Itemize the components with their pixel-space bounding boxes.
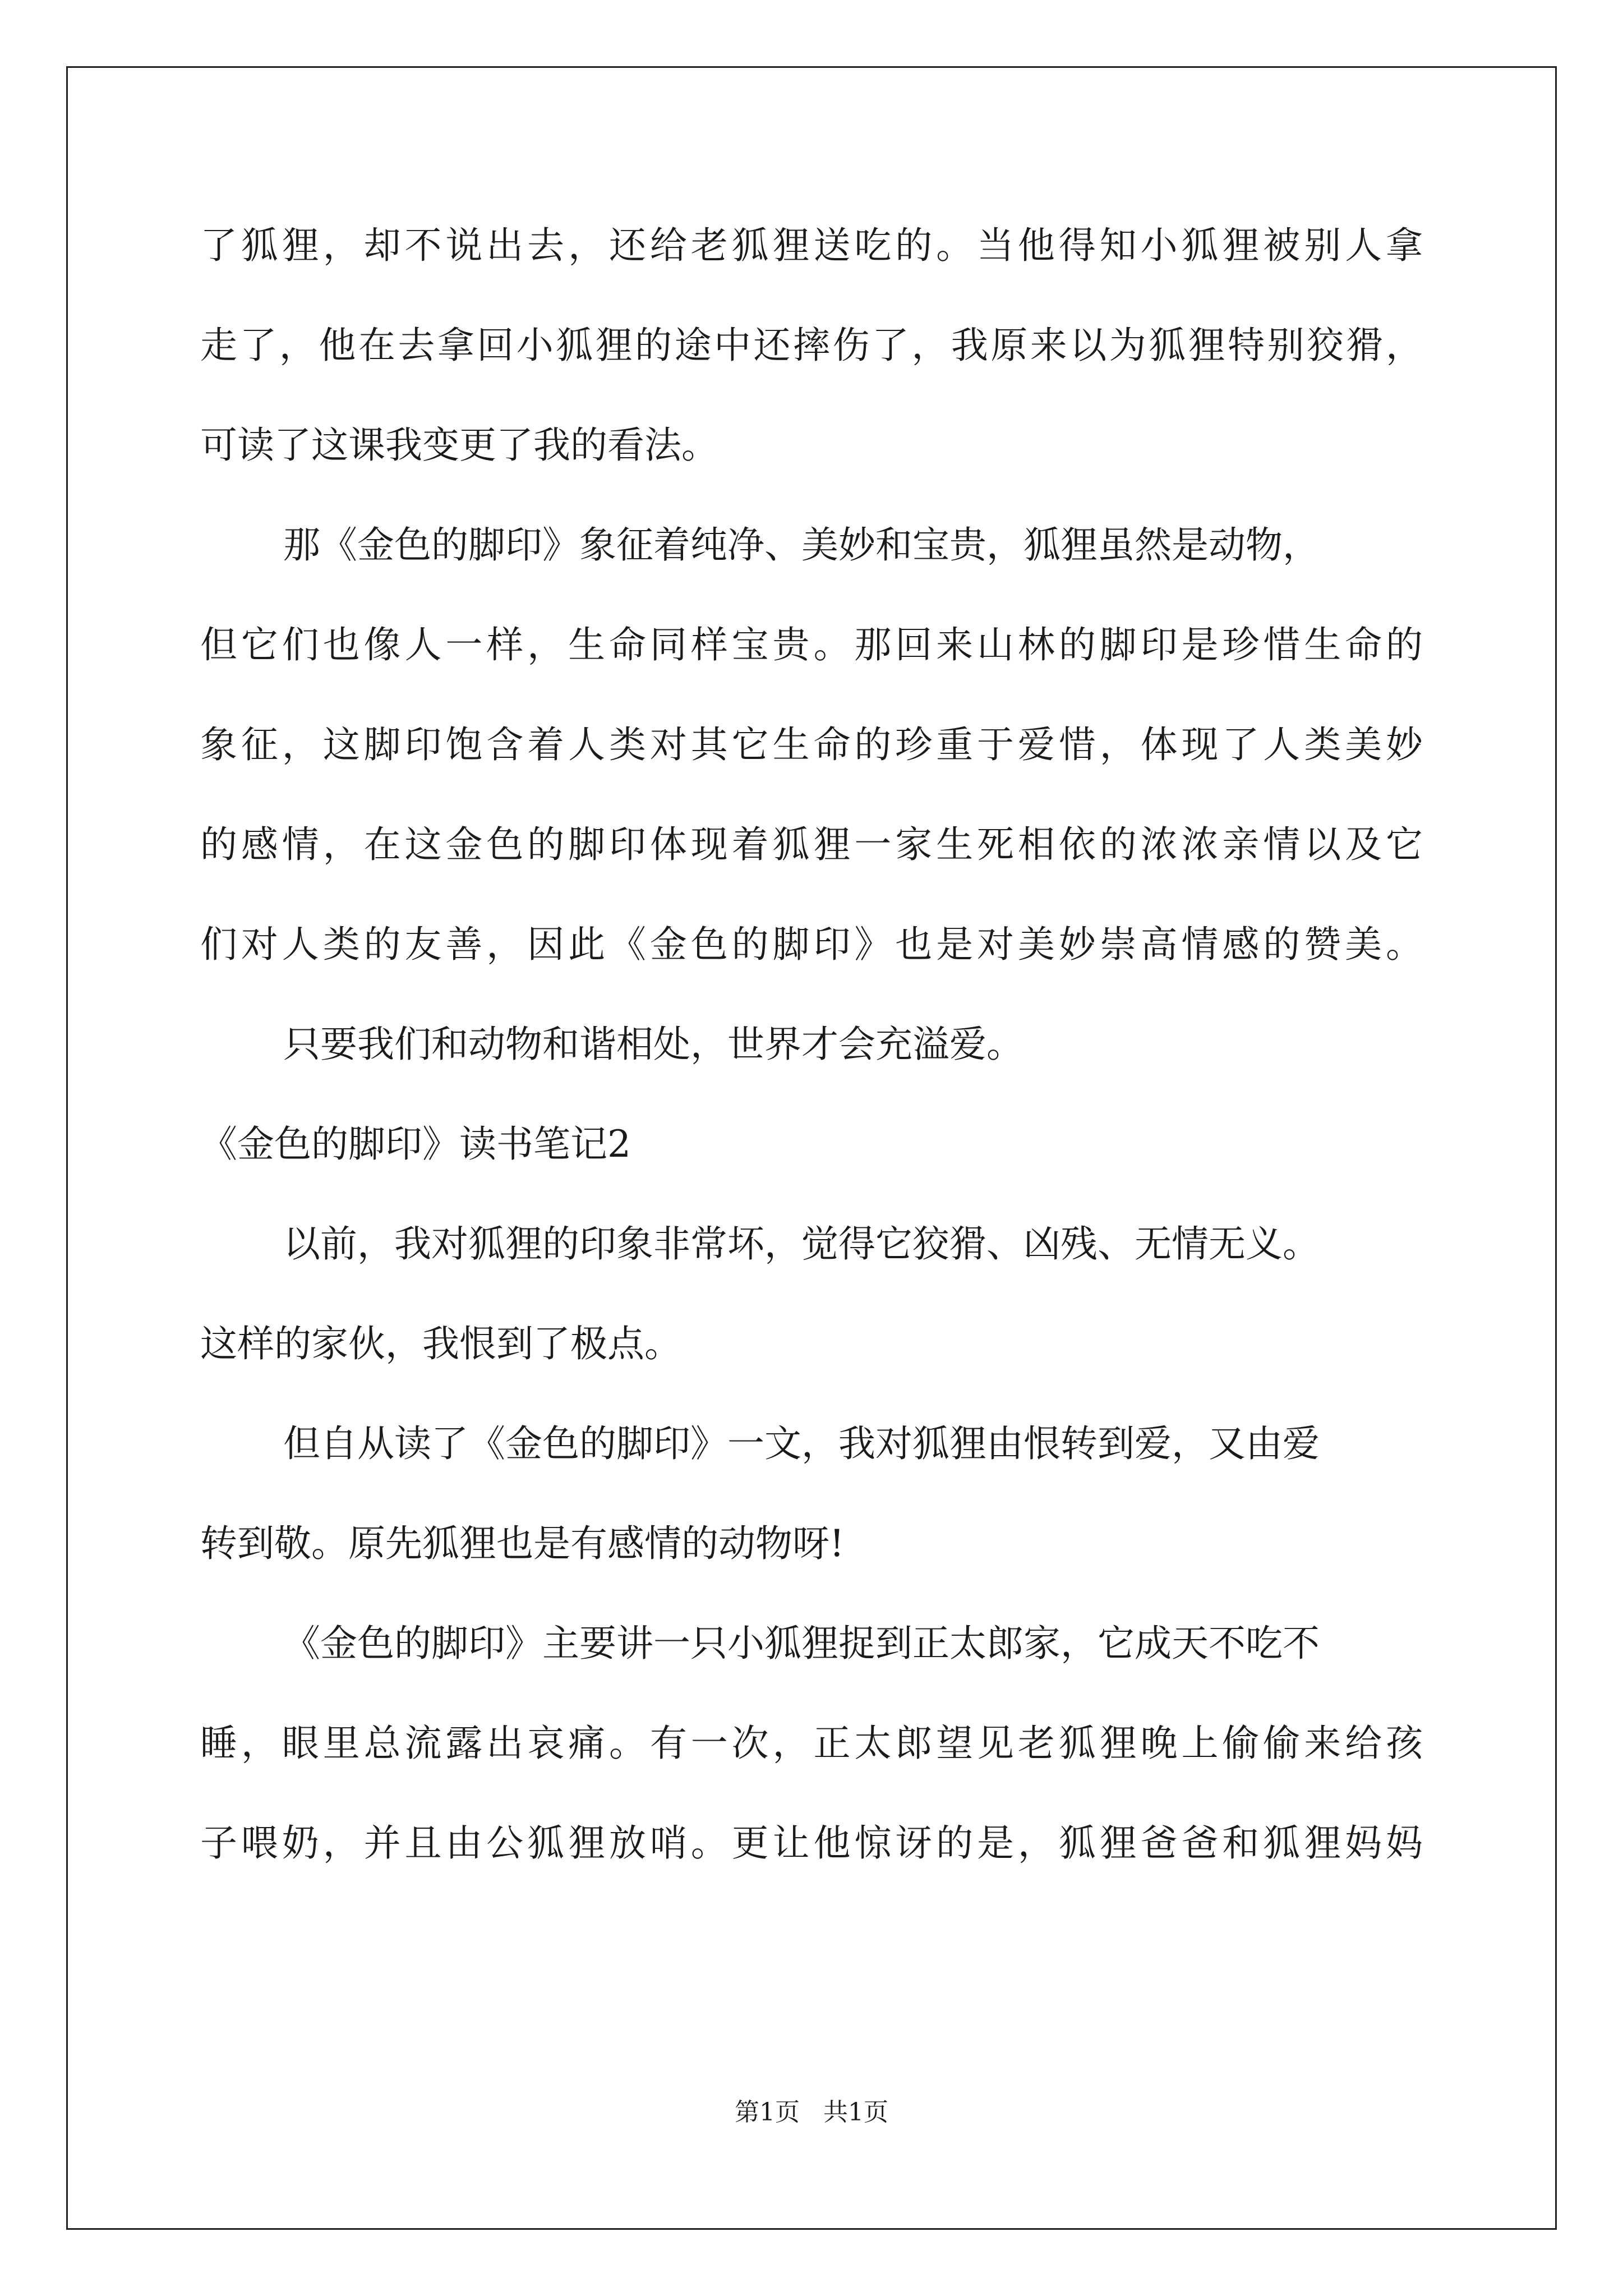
body-text-line: 子喂奶，并且由公狐狸放哨。更让他惊讶的是，狐狸爸爸和狐狸妈妈 [200,1821,1423,1865]
body-text-line: 们对人类的友善，因此《金色的脚印》也是对美妙崇高情感的赞美。 [200,923,1423,966]
body-text-line: 可读了这课我变更了我的看法。 [200,424,718,467]
body-text-line: 《金色的脚印》主要讲一只小狐狸捉到正太郎家，它成天不吃不 [283,1622,1320,1665]
body-text-line: 这样的家伙，我恨到了极点。 [200,1322,681,1365]
section-heading: 《金色的脚印》读书笔记2 [200,1122,631,1166]
body-text-line: 象征，这脚印饱含着人类对其它生命的珍重于爱惜，体现了人类美妙 [200,723,1423,766]
page-footer [0,2097,1623,2128]
body-text-line: 睡，眼里总流露出哀痛。有一次，正太郎望见老狐狸晚上偷偷来给孩 [200,1722,1423,1765]
body-text-line: 了狐狸，却不说出去，还给老狐狸送吃的。当他得知小狐狸被别人拿 [200,224,1423,267]
page-number: 第1页 [735,2098,800,2127]
body-text-line: 转到敬。原先狐狸也是有感情的动物呀! [200,1522,845,1565]
body-text-line: 但自从读了《金色的脚印》一文，我对狐狸由恨转到爱，又由爱 [283,1422,1320,1465]
body-text-line: 的感情，在这金色的脚印体现着狐狸一家生死相依的浓浓亲情以及它 [200,823,1423,866]
body-text-line: 只要我们和动物和谐相处，世界才会充溢爱。 [283,1023,1023,1066]
body-text-line: 但它们也像人一样，生命同样宝贵。那回来山林的脚印是珍惜生命的 [200,623,1423,666]
page-total: 共1页 [823,2098,888,2127]
body-text-line: 以前，我对狐狸的印象非常坏，觉得它狡猾、凶残、无情无义。 [283,1222,1320,1266]
body-text-line: 那《金色的脚印》象征着纯净、美妙和宝贵，狐狸虽然是动物， [283,523,1320,567]
body-text-line: 走了，他在去拿回小狐狸的途中还摔伤了，我原来以为狐狸特别狡猾， [200,324,1423,367]
